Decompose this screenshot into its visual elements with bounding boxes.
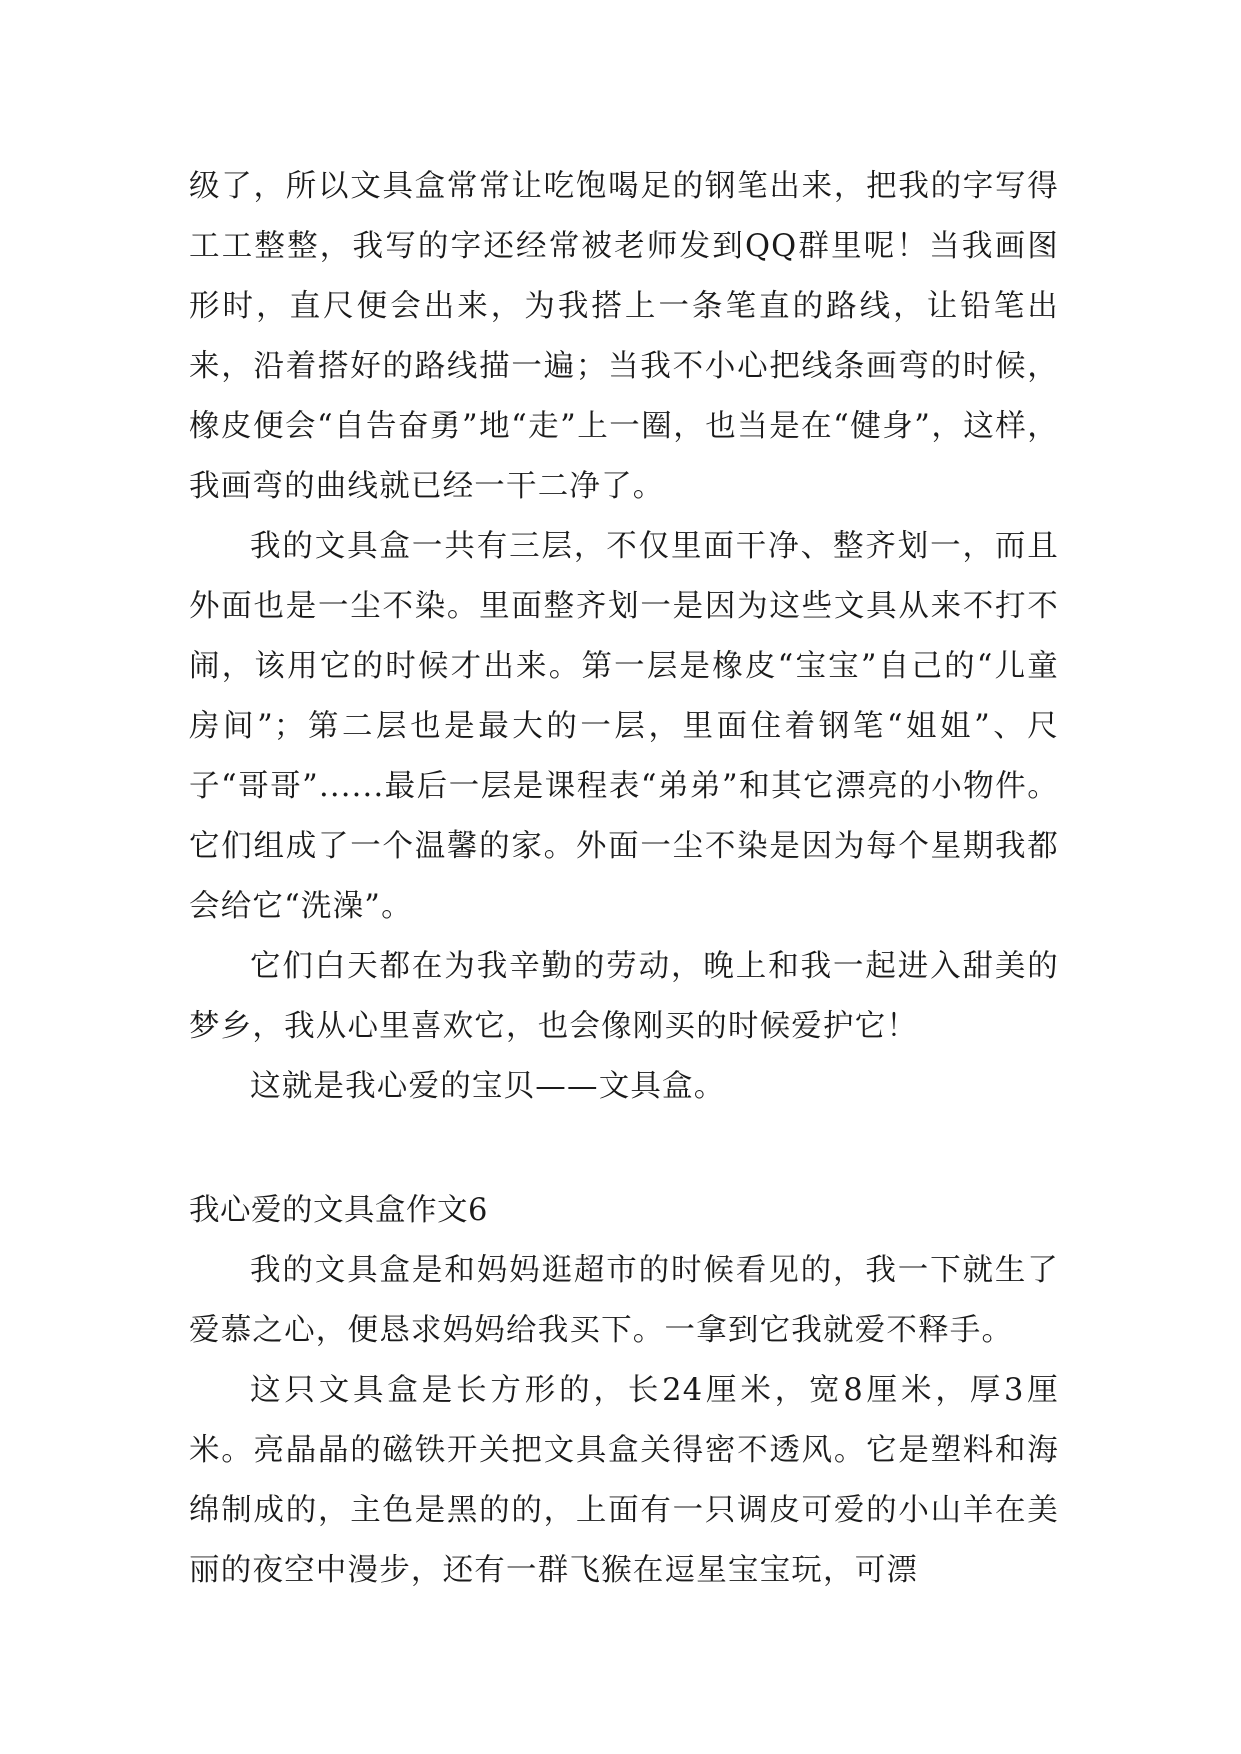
- paragraph-love-it: 它们白天都在为我辛勤的劳动，晚上和我一起进入甜美的梦乡，我从心里喜欢它，也会像刚买的时候爱护它！: [189, 949, 1059, 1044]
- paragraph-how-bought: 我的文具盒是和妈妈逛超市的时候看见的，我一下就生了爱慕之心，便恳求妈妈给我买下。一拿到它我就爱不释手。: [189, 1253, 1059, 1348]
- section-title: 我心爱的文具盒作文6: [189, 1193, 488, 1228]
- paragraph-stationery-use: 级了，所以文具盒常常让吃饱喝足的钢笔出来，把我的字写得工工整整，我写的字还经常被老师发到QQ群里呢！当我画图形时，直尺便会出来，为我搭上一条笔直的路线，让铅笔出来，沿着搭好的路线描一遍；当我不小心把线条画弯的时候，橡皮便会“自告奋勇”地“走”上一圈，也当是在“健身”，这样，我画弯的曲线就已经一干二净了。: [189, 169, 1059, 504]
- paragraph-three-layers: 我的文具盒一共有三层，不仅里面干净、整齐划一，而且外面也是一尘不染。里面整齐划一是因为这些文具从来不打不闹，该用它的时候才出来。第一层是橡皮“宝宝”自己的“儿童房间”；第二层也是最大的一层，里面住着钢笔“姐姐”、尺子“哥哥”......最后一层是课程表“弟弟”和其它漂亮的小物件。它们组成了一个温馨的家。外面一尘不染是因为每个星期我都会给它“洗澡”。: [189, 529, 1059, 924]
- paragraph-conclusion: 这就是我心爱的宝贝——文具盒。: [250, 1069, 726, 1104]
- document-body: [189, 157, 1059, 1601]
- paragraph-description: 这只文具盒是长方形的，长24厘米，宽8厘米，厚3厘米。亮晶晶的磁铁开关把文具盒关得密不透风。它是塑料和海绵制成的，主色是黑的的，上面有一只调皮可爱的小山羊在美丽的夜空中漫步，还有一群飞猴在逗星宝宝玩，可漂: [189, 1373, 1059, 1588]
